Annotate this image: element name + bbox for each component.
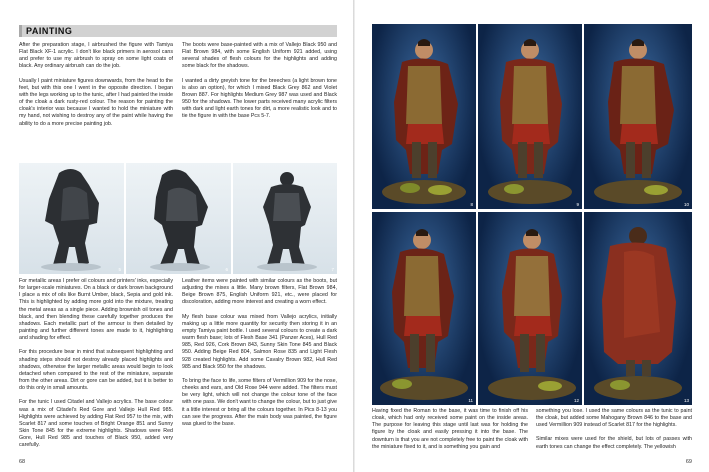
paragraph: My flesh base colour was mixed from Vallejo acrylics, initially making up a little more quantity for security then storing it in an empty Tamiya paint bottle. I used several colours to create a dark warm flesh base; lots of Flesh Base 341 (Panzer Aces), Hull Red 985, Red 926, Cork Brown 843, Sunny Skin Tone 845 and Black 950. Adding Beige Red 804, Salmon Rose 835 and Light Flesh 928 created highlights. Add some Cavalry Brown 982, Hull Red 985 and Black 950 for the shadows. [182, 313, 337, 370]
left-col1-bottom [19, 278, 173, 458]
paragraph: something you lose. I used the same colours as the tunic to paint the cloak, but added some Mahogany Brown 846 to the base and used Vermillion 909 instead of Scarlet 817 for the highlights. [536, 408, 692, 429]
right-col2 [536, 408, 692, 460]
page-number: 68 [19, 459, 26, 465]
paragraph: Leather items were painted with similar colours as the boots, but adjusting the mixes a little. Many brown filters, Flat Brown 984, Beige Brown 875, English Uniform 921, etc., were placed for discoloration, adding more interest and creating a worn effect. [182, 278, 337, 306]
paragraph: The boots were base-painted with a mix of Vallejo Black 950 and Flat Brown 984, with some English Uniform 921 added, using several shades of flesh colours for the highlights and adding some black for the shadows. [182, 42, 337, 70]
photo-12 [478, 212, 582, 405]
primed-figure-back-image [19, 163, 124, 274]
left-col1-top [19, 42, 173, 160]
paragraph: After the preparation stage, I airbrushed the figure with Tamiya Flat Black XF-1 acrylic. I don't like black primers in aerosol cans and prefer to use my airbrush to spray on some light coats of black. Any ordinary airbrush can do the job. [19, 42, 173, 70]
photo-8 [372, 24, 476, 209]
painted-roman-figure-image [478, 24, 582, 209]
primed-figure-front-image [233, 163, 337, 274]
paragraph: Similar mixes were used for the shield, but lots of passes with earth tones can change the effect completely. The yellowish [536, 436, 692, 450]
photo-number: 10 [683, 202, 689, 207]
painted-roman-figure-image [372, 24, 476, 209]
paragraph: For this procedure bear in mind that subsequent highlighting and shading steps should not destroy already placed highlights and shadows, otherwise the larger metallic areas would begin to look detached when compared to the rest of the miniature, separate from the other areas. Dirt or gore can be added, but it is better to do this only in small amounts. [19, 349, 173, 392]
section-header [19, 25, 337, 37]
photo-number: 7 [331, 267, 334, 272]
photo-number: 5 [118, 267, 121, 272]
right-page [355, 0, 709, 472]
painted-roman-figure-image [584, 24, 692, 209]
photo-number: 6 [225, 267, 228, 272]
photo-5 [19, 163, 124, 274]
photo-number: 12 [573, 398, 579, 403]
photo-6 [126, 163, 231, 274]
paragraph: Usually I paint miniature figures downwards, from the head to the feet, but with this one I went in the opposite direction. I began with the legs working up to the tunic, after I had painted the inside of the cloak a dark rusty-red colour. The reason for painting the cloak's interior was because I wanted to hold the miniature with my hand, not wishing to destroy any of the paint while having the ability to do a more precise painting job. [19, 77, 173, 127]
photo-number: 13 [683, 398, 689, 403]
right-col1 [372, 408, 528, 460]
photo-10 [584, 24, 692, 209]
photo-number: 8 [470, 202, 473, 207]
paragraph: For the tunic I used Citadel and Vallejo acrylics. The base colour was a mix of Citadel's Red Gore and Vallejo Hull Red 985. Highlights were achieved by adding Flat Red 957 to the mix, with Scarlet 817 and some touches of Bright Orange 851 and Sunny Skin Tone 845 for the extreme highlights. Shadows were Red Gore, Hull Red 985 and touches of Black 950, added very carefully. [19, 399, 173, 449]
paragraph: To bring the face to life, some filters of Vermillion 909 for the nose, cheeks and ears, and Old Rose 944 were added. The filters must be very light, which will not change the colour tone of the face with one pass. We don't want to change the colour, but to just give it a little interest or bring all the colours together. In Pics 8-13 you can see the progress. After the main body was painted, the figure was glued to the base. [182, 377, 337, 427]
photo-number: 9 [576, 202, 579, 207]
photo-9 [478, 24, 582, 209]
photo-7 [233, 163, 337, 274]
painted-roman-figure-image [372, 212, 476, 405]
paragraph: Having fixed the Roman to the base, it was time to finish off his cloak, which had only received some paint on the inside areas. The purpose for leaving this stage until last was for holding the figure by the cloak and easily pressing it into the base. The downturn is that you are not completely free to paint the cloak with the miniature fixed to it, and is something you gain and [372, 408, 528, 450]
paragraph: I wanted a dirty greyish tone for the breeches (a light brown tone is also an option), for which I mixed Black Grey 862 and Violet Brown 887. For highlights Medium Grey 987 was used and Black 950 for the shadows. The lower parts received many acrylic filters with dark and light earth tones for dirt, a more realistic look and to tie the figure in with the base Pcs 5-7. [182, 77, 337, 120]
photo-number: 11 [468, 398, 473, 403]
primed-figure-side-image [126, 163, 231, 274]
left-col2-bottom [182, 278, 337, 458]
painted-roman-cloak-back-image [584, 212, 692, 405]
left-col2-top [182, 42, 337, 160]
page-number: 69 [685, 459, 692, 465]
painted-roman-figure-image [478, 212, 582, 405]
photo-13 [584, 212, 692, 405]
photo-11 [372, 212, 476, 405]
section-title: PAINTING [26, 26, 73, 36]
paragraph: For metallic areas I prefer oil colours and printers' inks, especially for larger-scale miniatures. On a black or dark brown background I place a mix of oils like Burnt Umber, black, Sepia and gold ink. This is highlighted by adding more gold into the mixture, treating the metal areas as a single piece. Adding brownish oil tones and black, and then blending these carefully together produces the shadows. Each metallic part of the armour is then detailed by painting and further different tones are made to it, highlighting and shading for effect. [19, 278, 173, 342]
left-page [0, 0, 354, 472]
